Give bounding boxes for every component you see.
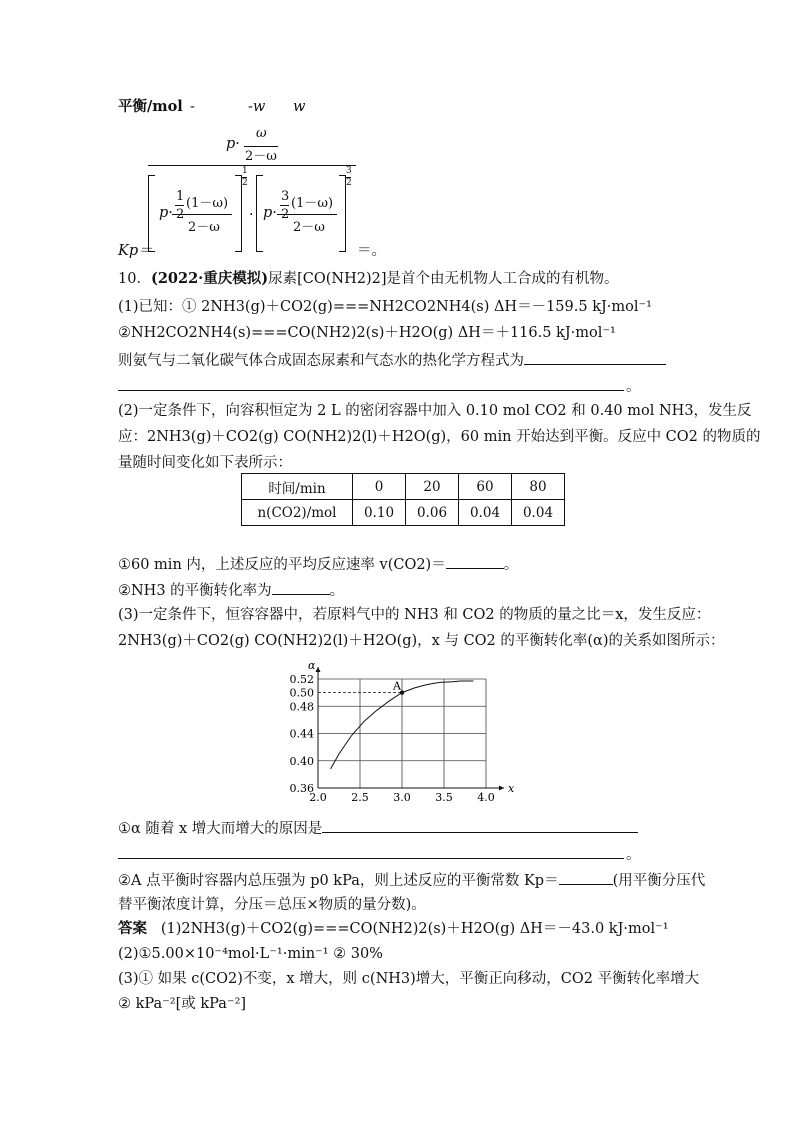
y-tick-label: 0.36: [289, 782, 314, 795]
period-2: 。: [503, 557, 519, 573]
x-axis-arrow: [499, 786, 504, 791]
q10-intro-text: 尿素[CO(NH2)2]是首个由无机物人工合成的有机物。: [268, 271, 619, 287]
den1-fraction-bar: [172, 214, 232, 215]
answer-blank-reason[interactable]: [322, 820, 638, 833]
co2-table: [241, 473, 565, 526]
q10-part2-q2: [118, 582, 344, 599]
y-tick-label: 0.48: [289, 700, 314, 714]
q10-part1-question-text: 则氨气与二氧化碳气体合成固态尿素和气态水的热化学方程式为: [118, 353, 524, 369]
left-bracket-close: [235, 175, 242, 252]
q10-part3-q2-line1: [118, 872, 705, 889]
table-cell: 0.04: [459, 500, 512, 526]
row-cell-2: -w: [248, 99, 266, 115]
table-cell: 60: [459, 474, 512, 500]
answer-blank-conversion[interactable]: [272, 582, 330, 595]
den1-half-num: 1: [176, 189, 185, 204]
table-cell: 时间/min: [242, 474, 353, 500]
middle-dot: ·: [249, 207, 254, 223]
q10-part1-question: [118, 352, 666, 369]
den2-denominator: 2－ω: [293, 220, 325, 235]
period-1: 。: [626, 379, 641, 395]
den2-three-bar: [280, 205, 289, 206]
right-bracket-open: [256, 175, 263, 252]
q10-part1-eq1: (1)已知：① 2NH3(g)＋CO2(g)===NH2CO2NH4(s) ΔH＝－159.5 kJ·mol⁻¹: [118, 299, 652, 315]
den1-denominator: 2－ω: [188, 220, 220, 235]
table-cell: 20: [406, 474, 459, 500]
den1-half-den: 2: [176, 207, 185, 222]
den1-one-minus-omega: (1－ω): [186, 196, 229, 211]
q10-part3-line1: (3)一定条件下，恒容容器中，若原料气中的 NH3 和 CO2 的物质的量之比＝x，发生反应：: [118, 607, 711, 623]
exp1-den: 2: [242, 178, 248, 188]
answer-line1: [118, 922, 669, 937]
den2-p: p·: [263, 205, 277, 221]
alpha-vs-x-chart: [280, 655, 520, 805]
x-tick-label: 4.0: [477, 791, 495, 804]
table-cell: n(CO2)/mol: [242, 500, 353, 526]
answer-2: (2)①5.00×10⁻⁴mol·L⁻¹·min⁻¹ ② 30%: [118, 946, 383, 962]
row-cell-1: -: [190, 99, 195, 115]
exp3-num: 3: [346, 166, 352, 176]
row-label: 平衡/mol: [118, 98, 183, 115]
y-tick-label: 0.50: [289, 686, 314, 700]
q10-part3-q1: [118, 820, 638, 837]
q10-part3-line2: 2NH3(g)＋CO2(g) CO(NH2)2(l)＋H2O(g)，x 与 CO2 的平衡转化率(α)的关系如图所示：: [118, 633, 725, 649]
q10-source: (2022·重庆模拟): [150, 270, 269, 287]
right-bracket-close: [339, 175, 346, 252]
y-tick-label: 0.40: [289, 754, 314, 768]
x-tick-label: 2.5: [351, 791, 369, 804]
table-cell: 80: [512, 474, 565, 500]
den1-p: p·: [159, 205, 173, 221]
q10-part2-q2-text: ②NH3 的平衡转化率为: [118, 583, 272, 599]
x-tick-label: 3.5: [435, 791, 453, 804]
answer-blank-1-line2[interactable]: [118, 378, 624, 391]
q10-part1-eq2: ②NH2CO2NH4(s)===CO(NH2)2(s)＋H2O(g) ΔH＝＋116.5 kJ·mol⁻¹: [118, 325, 616, 341]
q10-part2-q1-text: ①60 min 内，上述反应的平均反应速率 v(CO2)＝: [118, 557, 446, 573]
den2-fraction-bar: [277, 214, 337, 215]
x-tick-label: 3.0: [393, 791, 411, 804]
table-cell: 0.10: [353, 500, 406, 526]
period-3: 。: [329, 583, 345, 599]
den2-three-den: 2: [281, 207, 290, 222]
left-bracket-open: [148, 175, 155, 252]
y-axis-label: α: [308, 659, 316, 672]
row-cell-3: w: [293, 99, 306, 115]
numerator-p: p·: [226, 136, 240, 152]
kp-tail: ＝。: [357, 243, 386, 259]
q10-part3-q2-text-tail: (用平衡分压代: [612, 873, 706, 889]
answer-label: 答案: [118, 920, 147, 937]
x-axis-label: x: [508, 782, 515, 795]
q10-part3-q1-text: ①α 随着 x 增大而增大的原因是: [118, 821, 323, 837]
answer-1: (1)2NH3(g)＋CO2(g)===CO(NH2)2(s)＋H2O(g) ΔH＝－43.0 kJ·mol⁻¹: [160, 921, 669, 937]
answer-4: ② kPa⁻²[或 kPa⁻²]: [118, 996, 247, 1012]
point-a-label: A: [393, 679, 401, 693]
numerator-omega: ω: [256, 126, 267, 141]
q10-part2-line3: 量随时间变化如下表所示：: [118, 455, 292, 471]
q10-part2-line1: (2)一定条件下，向容积恒定为 2 L 的密闭容器中加入 0.10 mol CO2 和 0.40 mol NH3，发生反: [118, 403, 752, 419]
y-tick-label: 0.44: [289, 727, 314, 741]
den2-one-minus-omega: (1－ω): [291, 196, 334, 211]
numerator-fraction-bar: [244, 146, 278, 147]
table-cell: 0.04: [512, 500, 565, 526]
table-cell: 0: [353, 474, 406, 500]
q10-part3-q2-line2: 替平衡浓度计算，分压＝总压×物质的量分数)。: [118, 897, 426, 913]
x-tick-label: 2.0: [309, 791, 327, 804]
q10-part3-q2-text: ②A 点平衡时容器内总压强为 p0 kPa，则上述反应的平衡常数 Kp＝: [118, 873, 559, 889]
table-row-header: [242, 474, 565, 500]
den1-half-bar: [175, 205, 184, 206]
q10-number: 10．: [118, 271, 151, 287]
y-axis-arrow: [316, 667, 321, 672]
q10-part2-line2: 应：2NH3(g)＋CO2(g) CO(NH2)2(l)＋H2O(g)，60 min 开始达到平衡。反应中 CO2 的物质的: [118, 429, 761, 445]
exp1-num: 1: [242, 166, 248, 176]
answer-blank-reason-line2[interactable]: [118, 846, 624, 859]
exp3-den: 2: [346, 178, 352, 188]
table-row-values: [242, 500, 565, 526]
answer-3: (3)① 如果 c(CO2)不变，x 增大，则 c(NH3)增大，平衡正向移动，CO2 平衡转化率增大: [118, 971, 700, 987]
den2-three-num: 3: [281, 189, 290, 204]
q10-intro: [118, 272, 619, 287]
answer-blank-rate[interactable]: [446, 556, 504, 569]
period-4: 。: [626, 847, 641, 863]
numerator-denominator: 2－ω: [245, 149, 277, 164]
y-tick-label: 0.52: [289, 673, 314, 686]
answer-blank-1[interactable]: [524, 352, 666, 365]
answer-blank-kp[interactable]: [559, 872, 613, 885]
q10-part2-q1: [118, 556, 518, 573]
table-cell: 0.06: [406, 500, 459, 526]
kp-label: Kp＝: [118, 243, 153, 259]
main-fraction-bar: [148, 165, 356, 166]
